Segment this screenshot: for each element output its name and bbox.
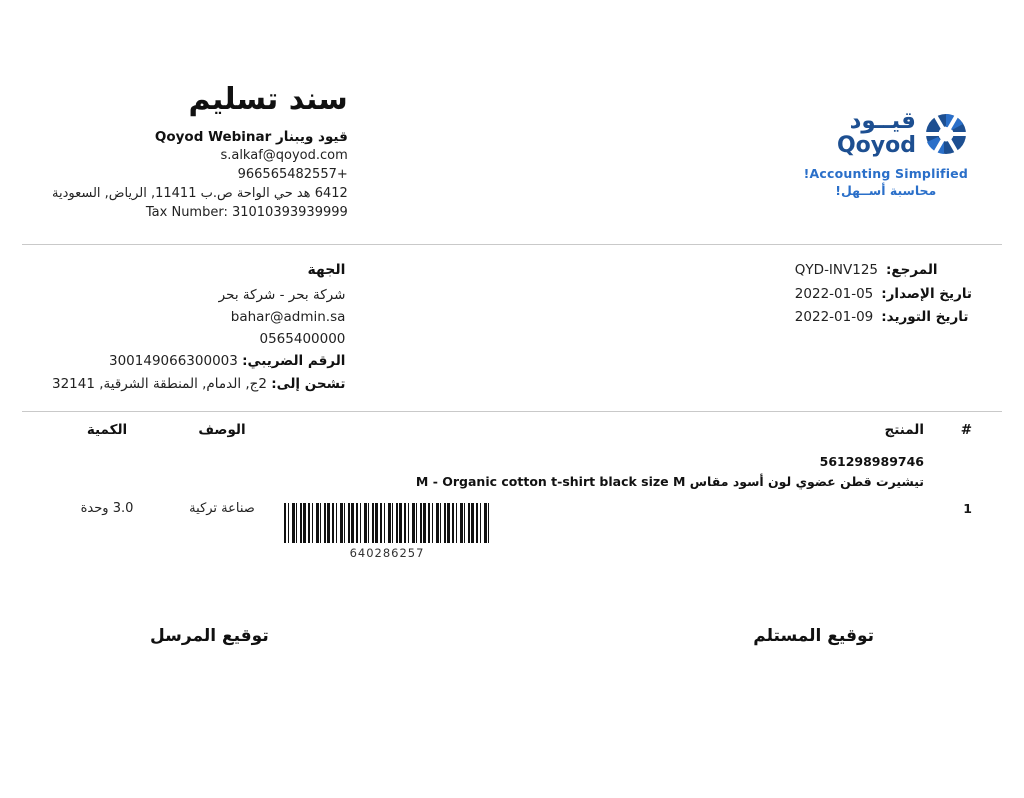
party-ship-label: تشحن إلى: (271, 375, 346, 392)
item-quantity: 3.0 وحدة (80, 500, 134, 516)
signature-sender: توقيع المرسل (150, 626, 269, 647)
signature-receiver: توقيع المستلم (753, 626, 874, 647)
logo-tagline-en: Accounting Simplified! (803, 166, 968, 181)
party-phone: 0565400000 (259, 331, 346, 348)
party-info (52, 259, 345, 394)
barcode-image (284, 503, 490, 543)
document-meta (795, 259, 972, 394)
logo-tagline-ar: محاسبة أســهل! (835, 183, 937, 198)
party-name: شركة بحر - شركة بحر (218, 286, 346, 303)
barcode-number: 640286257 (349, 546, 425, 561)
company-tax-number: Tax Number: 31010393939999 (145, 204, 348, 220)
logo-latin-word: Qoyod (836, 133, 916, 158)
company-info (52, 78, 348, 222)
meta-row-supply-date (795, 306, 972, 329)
item-sku: 561298989746 (819, 453, 924, 469)
meta-label-issue-date: تاريخ الإصدار: (881, 285, 972, 302)
meta-label-reference: المرجع: (886, 262, 938, 279)
logo-arabic-word: قيــود (849, 108, 916, 134)
column-header-description: الوصف (198, 421, 246, 438)
company-address: 6412 هد حي الواحة ص.ب 11411, الرياض, السعودية (52, 185, 348, 201)
items-table (0, 412, 1024, 561)
company-email: s.alkaf@qoyod.com (220, 148, 348, 164)
column-header-quantity: الكمية (86, 421, 128, 438)
meta-value-issue-date: 2022-01-05 (794, 285, 874, 302)
signatures-section (0, 560, 1024, 646)
meta-row-reference (795, 259, 972, 282)
company-name: قيود ويبنار Qoyod Webinar (154, 128, 348, 145)
party-ship-line (52, 373, 345, 395)
item-barcode (282, 503, 492, 560)
meta-value-supply-date: 2022-01-09 (794, 308, 874, 325)
document-title: سند تسليم (188, 82, 348, 117)
meta-value-reference: QYD-INV125 (794, 262, 879, 279)
meta-section (0, 245, 1024, 410)
party-tax-label: الرقم الضريبي: (242, 353, 346, 370)
company-logo (804, 78, 972, 198)
table-row (52, 447, 972, 561)
meta-row-issue-date (795, 283, 972, 306)
item-number: 1 (963, 500, 972, 516)
document-header (0, 0, 1024, 222)
item-description: صناعة تركية (189, 500, 255, 516)
party-heading: الجهة (307, 262, 346, 279)
party-ship-value: 2ج, الدمام, المنطقة الشرقية, 32141 (52, 375, 267, 392)
column-header-number: # (960, 421, 972, 438)
meta-label-supply-date: تاريخ التوريد: (881, 308, 969, 325)
company-phone: +966565482557 (237, 166, 348, 182)
qoyod-logo-mark-icon (924, 112, 968, 156)
items-table-header (52, 412, 972, 447)
party-tax-line (52, 350, 345, 372)
party-email: bahar@admin.sa (230, 308, 346, 325)
item-name: تيشيرت قطن عضوي لون أسود مقاس M - Organic cotton t-shirt black size M (415, 473, 924, 489)
column-header-product: المنتج (884, 421, 924, 438)
party-tax-value: 300149066300003 (109, 353, 238, 370)
item-product-cell (282, 453, 938, 561)
